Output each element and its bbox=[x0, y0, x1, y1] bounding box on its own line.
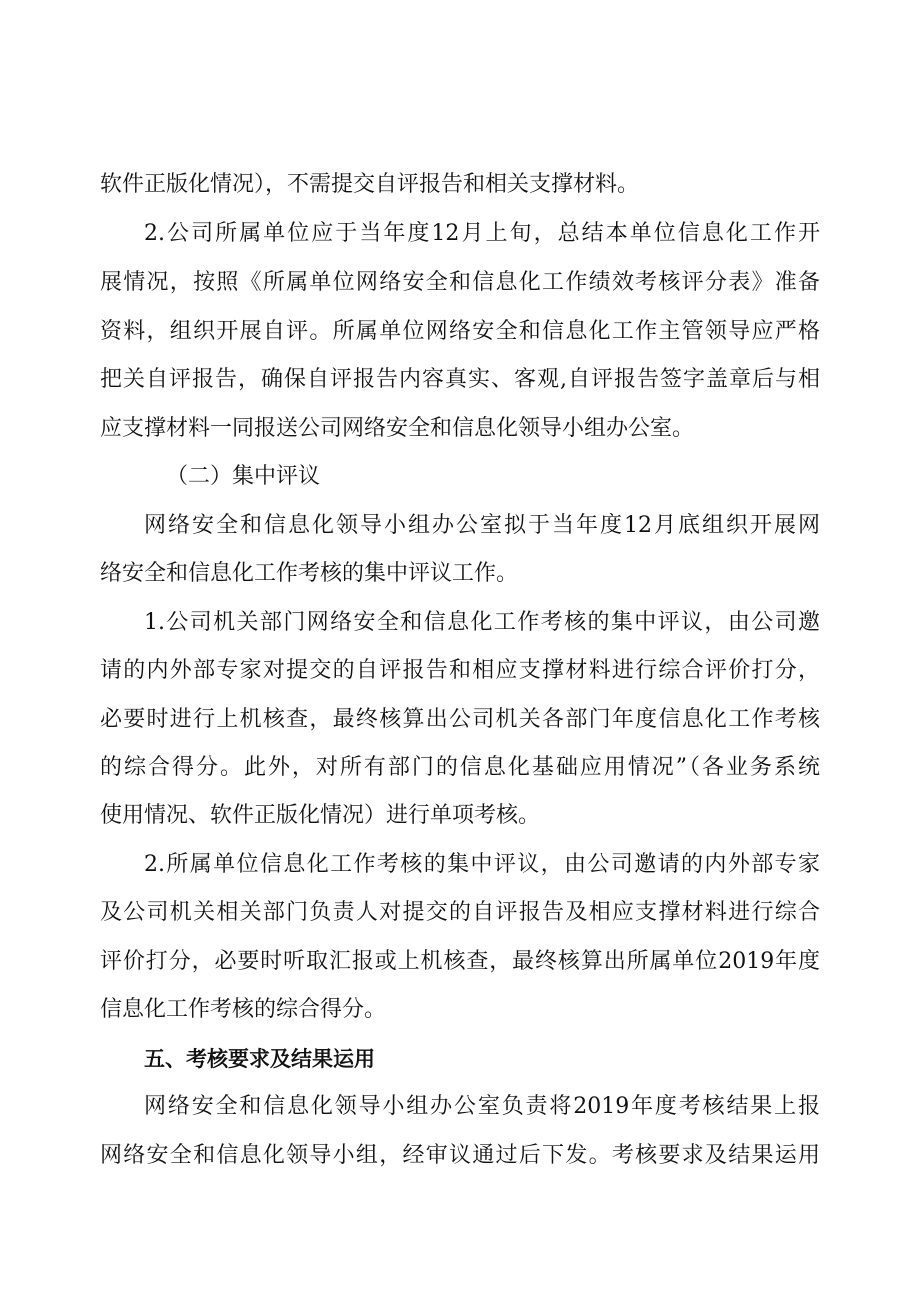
section-subheading: （二）集中评议 bbox=[166, 464, 321, 489]
paragraph-line-8: 网络安全和信息化领导小组办公室拟于当年度12月底组织开展网 bbox=[144, 513, 820, 538]
paragraph-line-14: 使用情况、软件正版化情况）进行单项考核。 bbox=[100, 803, 541, 828]
paragraph-line-16: 及公司机关相关部门负责人对提交的自评报告及相应支撑材料进行综合 bbox=[100, 900, 820, 925]
paragraph-line-5: 把关自评报告，确保自评报告内容真实、客观,自评报告签字盖章后与相 bbox=[100, 367, 820, 392]
paragraph-line-15: 2.所属单位信息化工作考核的集中评议，由公司邀请的内外部专家 bbox=[144, 852, 820, 877]
paragraph-line-11: 请的内外部专家对提交的自评报告和相应支撑材料进行综合评价打分， bbox=[100, 658, 820, 683]
paragraph-line-3: 展情况，按照《所属单位网络安全和信息化工作绩效考核评分表》准备 bbox=[100, 270, 820, 295]
paragraph-line-6: 应支撑材料一同报送公司网络安全和信息化领导小组办公室。 bbox=[100, 416, 695, 441]
paragraph-line-18: 信息化工作考核的综合得分。 bbox=[100, 997, 387, 1022]
paragraph-line-10: 1.公司机关部门网络安全和信息化工作考核的集中评议，由公司邀 bbox=[144, 610, 820, 635]
paragraph-line-9: 络安全和信息化工作考核的集中评议工作。 bbox=[100, 561, 519, 586]
paragraph-line-1: 软件正版化情况），不需提交自评报告和相关支撑材料。 bbox=[100, 172, 640, 197]
paragraph-line-2: 2.公司所属单位应于当年度12月上旬，总结本单位信息化工作开 bbox=[144, 221, 820, 246]
paragraph-line-17: 评价打分，必要时听取汇报或上机核查，最终核算出所属单位2019年度 bbox=[100, 949, 820, 974]
paragraph-line-4: 资料，组织开展自评。所属单位网络安全和信息化工作主管领导应严格 bbox=[100, 319, 820, 344]
paragraph-line-12: 必要时进行上机核查，最终核算出公司机关各部门年度信息化工作考核 bbox=[100, 707, 820, 732]
paragraph-line-21: 网络安全和信息化领导小组，经审议通过后下发。考核要求及结果运用 bbox=[100, 1143, 820, 1168]
paragraph-line-20: 网络安全和信息化领导小组办公室负责将2019年度考核结果上报 bbox=[144, 1094, 820, 1119]
paragraph-line-13: 的综合得分。此外，对所有部门的信息化基础应用情况”（各业务系统 bbox=[100, 755, 820, 780]
section-heading: 五、考核要求及结果运用 bbox=[144, 1047, 375, 1071]
